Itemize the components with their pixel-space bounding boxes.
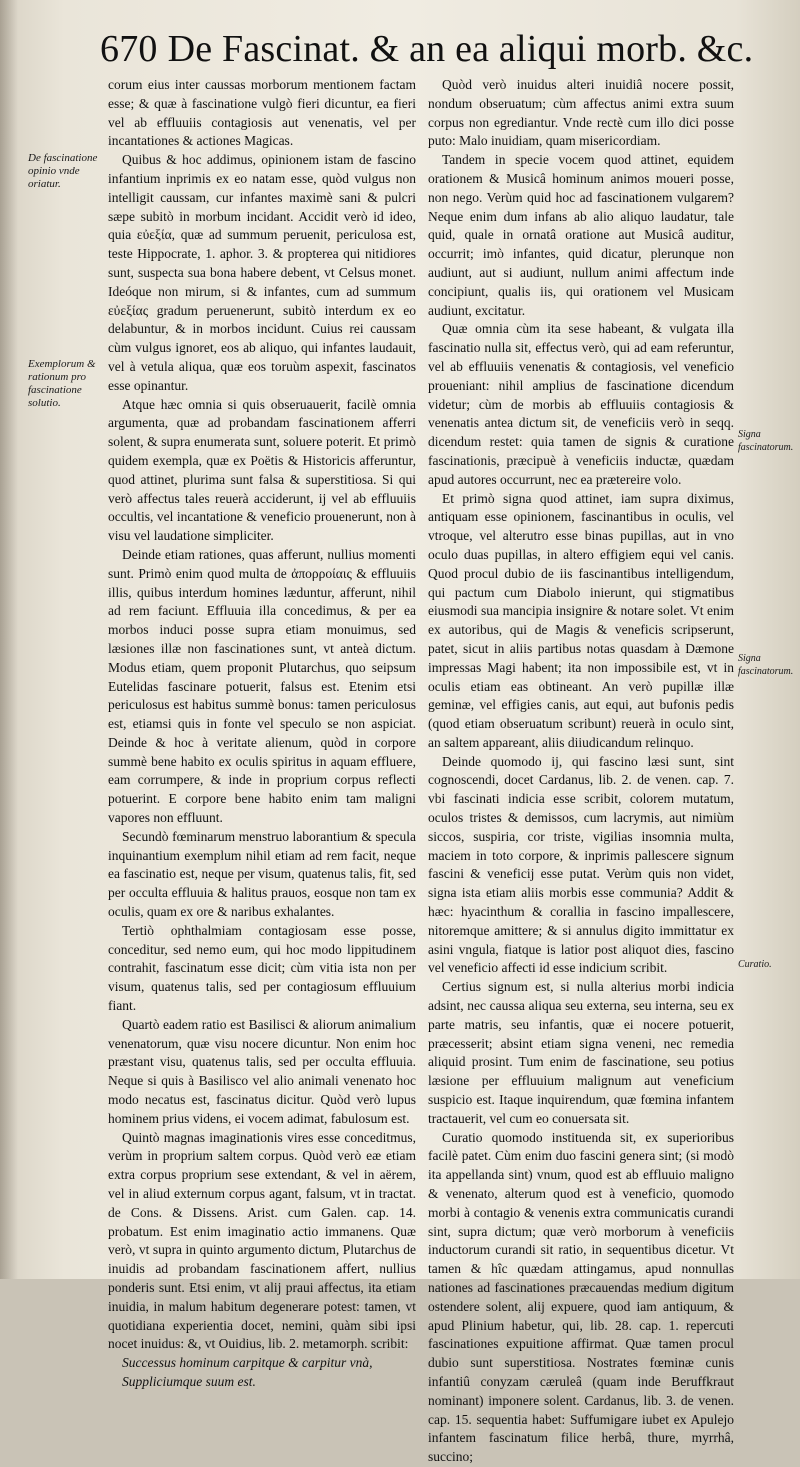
paragraph: Secundò fœminarum menstruo laborantium & specula inquinantium exemplum nihil etiam ad rem facit, neque ea fascinatio est, neque per visum, quatenus talis, fit, sed per occulta effluuia & halitus prauos, eosque non tam ex oculis, quam ex ore & naribus exhalantes. (108, 828, 416, 920)
margin-note: De fascinatione opinio vnde oriatur. (28, 152, 98, 190)
paragraph: Atque hæc omnia si quis obseruauerit, facilè omnia argumenta, quæ ad probandam fascinationem afferri solent, & supra enumerata sunt, soluere poterit. Et primò quidem exempla, quæ ex Poëtis & Historicis afferuntur, quod attinet, plurima sunt falsa & superstitiosa. Si qui verò affectus tales reuerà acciderunt, ij vel ab effluuiis occultis, vel incantatione & veneficio prouenerunt, non à visu vel laudatione simpliciter. (108, 396, 416, 544)
paragraph: Deinde etiam rationes, quas afferunt, nullius momenti sunt. Primò enim quod multa de ἀπορροίαις & effluuiis illis, quibus interdum homines læduntur, afferunt, nihil ad rem faciunt. Effluuia illa concedimus, & per ea morbos induci posse supra etiam monuimus, sed læsiones illæ non fascinationes sunt, vt anteà dictum. Modus etiam, quem proponit Plutarchus, quo seipsum Eutelidas fascinare potuerit, falsus est. Etenim etsi periculosus est habitus summè bonus: tamen periculosus est, etiamsi quis in fonte vel speculo se non aspiciat. Deinde & hoc à veritate alienum, quòd in corpore summè bene habito ex oculis spiritus in aquam effluere, eam corrumpere, & inde in proprium corpus reflecti potuerint. E corpore bene habito enim tam maligni vapores non effluunt. (108, 546, 416, 826)
margin-note: Exemplorum & rationum pro fascinatione solutio. (28, 358, 96, 409)
left-column (108, 76, 416, 1389)
verse-line: Suppliciumque suum est. (122, 1373, 256, 1389)
running-header (100, 26, 790, 72)
paragraph: Et primò signa quod attinet, iam supra diximus, antiquam esse opinionem, fascinantibus in oculis, vel vtroque, vel alterutro esse binas pupillas, aut in vno oculo duas pupillas, in altero effigiem equi vel canis. Quod procul dubio de iis fascinantibus intelligendum, qui pactum cum Diabolo inierunt, qui stigmatibus eiusmodi sua mancipia insignire & notare solet. Vt enim ex autoribus, qui de Magis & veneficis scripserunt, patet, sicut in aliis partibus notas quasdam à Dæmone impressas Magi habent; ita non impossibile est, vt in oculis etiam eas obtineant. An verò pupillæ illæ geminæ, vel effigies canis, aut equi, aut bufonis pedis (quod etiam obseruatum scribunt) reuerà in oculo sint, an saltem appareant, aliis diiudicandum relinquo. (428, 490, 734, 750)
paragraph: Tertiò ophthalmiam contagiosam esse posse, conceditur, sed nemo eum, qui hoc modo lippitudinem contrahit, fascinatum esse dicit; cùm vitia ista non per visum, quatenus talis, sed per contagiosum effluuium fiant. (108, 922, 416, 1014)
verse-line: Successus hominum carpitque & carpitur vnà, (122, 1355, 373, 1371)
paragraph: Quartò eadem ratio est Basilisci & aliorum animalium venenatorum, quæ visu nocere dicuntur. Non enim hoc præstant visu, quatenus talis, sed per occulta effluuia. Neque si quis à Basilisco vel alio animali venenato hoc modo necatus est, fascinatus dicitur. Quòd verò lupus hominem prius videns, ei vocem adimat, fabulosum est. (108, 1016, 416, 1126)
page-number: 670 (100, 28, 158, 70)
margin-note: Signa fascinatorum. (738, 429, 794, 453)
paragraph: Deinde quomodo ij, qui fascino læsi sunt, sint cognoscendi, docet Cardanus, lib. 2. de venen. cap. 7. vbi fascinati indicia esse scribit, colorem mutatum, oculos tristes & demissos, cum lacrymis, aut nimiùm siccos, suspiria, cor triste, vigilias insomnia multa, maciem in toto corpore, & inprimis pallescere signum fascini & veneficij esse putat. Verùm quis non videt, signa ista etiam aliis morbis esse communia? Addit & hæc: hyacinthum & corallia in fascino impallescere, nitoremque amittere; & si annulus digito immittatur ex asini vngula, fiatque is latior post aliquot dies, fascino vel veneficio affecti id esse indicium scribit. (428, 753, 734, 976)
paragraph: Curatio quomodo instituenda sit, ex superioribus facilè patet. Cùm enim duo fascini genera sint; (si modò ita appellanda sint) vnum, quod est ab effluuio maligno & venenato, alterum quod est à veneficio, quomodo morbi à contagio & venenis extra communicatis curandi sint, supra dictum; quæ verò morborum à veneficiis inductorum curandi sit ratio, in sequentibus dicetur. Vt tamen & hîc quædam attingamus, apud nonnullas nationes ad fascinationes præcauendas medium digitum ostendere solent, alij expuere, quod iam antiquum, & apud Plinium habetur, qui, lib. 28. cap. 1. repercuti fascinationes expuitione affirmat. Quæ tamen procul dubio sunt superstitiosa. Nostrates fœminæ cunis infantiû conyzam cæruleâ (quam inde Beruffkraut nominant) imponere solent. Cardanus, lib. 3. de venen. cap. 15. sequentia habet: Suffumigare iubet ex Apulejo infantem fascinatum filice herbâ, thure, myrrhâ, succino; (428, 1129, 734, 1465)
paragraph: Quibus & hoc addimus, opinionem istam de fascino infantium inprimis ex eo natam esse, quòd vulgus non intelligit caussam, cur infantes maximè sani & pulcri sæpe subitò in morbum incidant. Accidit verò id ideo, quia εὐεξία, quæ ad summum peruenit, periculosa est, teste Hippocrate, 1. aphor. 3. & propterea qui nitidiores sunt, suspecta sua bona habere debent, vt Celsus monet. Ideóque non mirum, si & infantes, cum ad summum εὐεξίας gradum peruenerunt, subitò interdum ex eo delabuntur, & in morbos incidunt. Cuius rei caussam cùm vulgus ignoret, eos ab aliquo, qui infantes laudauit, vel à vetula aliqua, quæ eos toruùm aspexit, fascinatos esse opinantur. (108, 152, 416, 393)
gutter-shadow (0, 0, 18, 1279)
margin-note: Signa fascinatorum. (738, 653, 794, 677)
margin-note: Curatio. (738, 959, 772, 970)
paragraph: Tandem in specie vocem quod attinet, equidem orationem & Musicâ hominum animos moueri posse, non nego. Verùm quid hoc ad fascinationem vulgarem? Neque enim dum infans ab alio aliquo laudatur, tale quid, quale in ornatâ oratione aut Musicâ auditur, occurrit; imò infantes, quid dicatur, plerunque non audiunt, aut si audiunt, nullum animi affectum inde concipiunt, qualis iis, qui orationem vel Musicam audiunt, excitatur. (428, 152, 734, 318)
paragraph: Quintò magnas imaginationis vires esse conceditmus, verùm in proprium saltem corpus. Quòd verò eæ etiam extra corpus proprium sese extendant, & vel in aërem, vel in aliud externum corpus agant, falsum, vt in tractat. de Cons. & Dissens. Arist. cum Galen. cap. 14. probatum. Est enim imaginatio actio immanens. Quæ verò, vt supra in quinto argumento dictum, Plutarchus de inuidis ad probandam fascinationem affert, nullius ponderis sunt. Etsi enim, vt alij praui affectus, ita etiam inuidia, in malum habitum degenerare potest: tamen, vt quotidiana experientia docet, nemini, quàm sibi ipsi nocet inuidus: &, vt Ouidius, lib. 2. metamorph. scribit: (108, 1129, 416, 1352)
paragraph: Quæ omnia cùm ita sese habeant, & vulgata illa fascinatio nulla sit, effectus verò, qui ad eam referuntur, vel ab effluuiis venenatis & contagiosis, vel veneficio proueniant: nihil amplius de fascinatione dicendum videtur; cùm de morbis ab effluuiis contagiosis & venenatis antea dictum sit, de veneficiis verò in seqq. dicendum restet: quia tamen de signis & curatione fascinationis, præcipuè à veneficiis inductæ, quædam apud autores occurrunt, nec ea prætereire volo. (428, 321, 734, 487)
running-title: De Fascinat. & an ea aliqui morb. &c. (167, 28, 754, 70)
paragraph: corum eius inter caussas morborum mentionem factam esse; & quæ à fascinatione vulgò fieri dicuntur, ea fieri vel ab effluuiis contagiosis aut venenatis, vel per incantationes & actiones Magicas. (108, 77, 416, 149)
paragraph: Certius signum est, si nulla alterius morbi indicia adsint, nec caussa aliqua seu externa, seu interna, seu ex parte matris, seu infantis, quæ ei nocere potuerit, præcesserit; absint etiam signa veneni, nec remedia aliquid prosint. Tum enim de fascinatione, seu potius læsione per effluuium malignum aut veneficium suspicio est. Itaque inquirendum, quæ fœmina infantem tractauerit, vel cum eo conuersata sit. (428, 979, 734, 1126)
right-column (428, 76, 734, 1465)
paragraph: Quòd verò inuidus alteri inuidiâ nocere possit, nondum obseruatum; cùm affectus animi extra suum corpus non egrediantur. Vnde rectè cum illo dici posse puto: Malo inuidiam, quam misericordiam. (428, 77, 734, 149)
